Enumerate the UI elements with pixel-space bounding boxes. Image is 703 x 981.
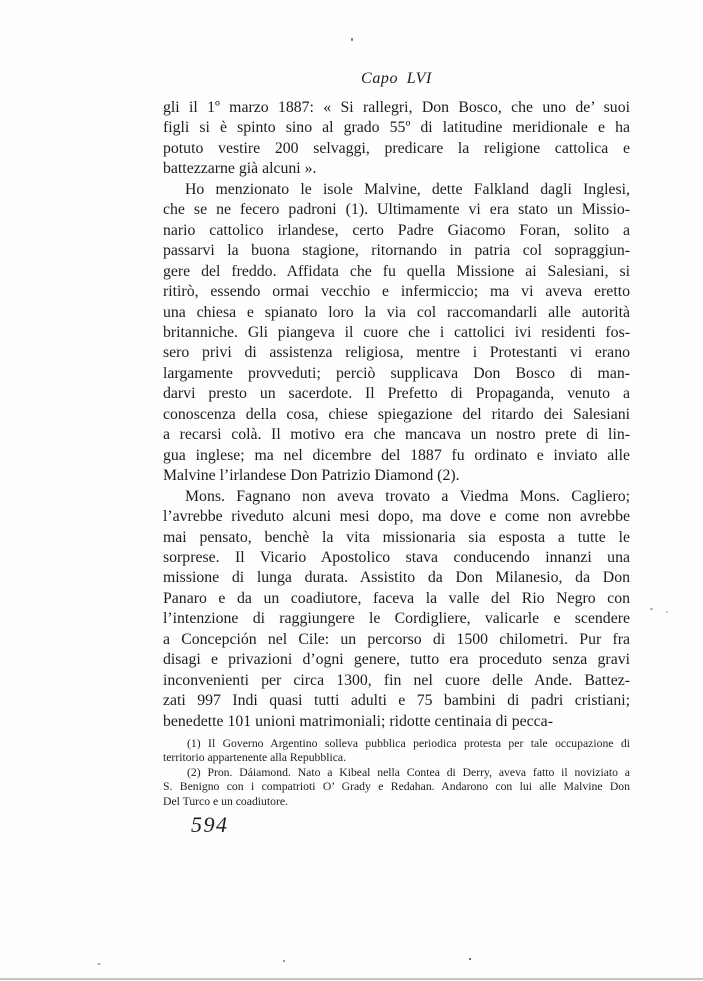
text-line: Panaro e da un coadiutore, faceva la valle del Rio Negro con [163,589,630,607]
text-line: l’intenzione di raggiungere le Cordigliere, valicarle e scendere [163,610,630,628]
text-line: che se ne fecero padroni (1). Ultimamente vi era stato un Missio- [163,201,630,219]
text-line: gli il 1º marzo 1887: « Si rallegri, Don Bosco, che uno de’ suoi [163,99,630,116]
scan-speck [650,608,653,610]
footnote-line: S. Benigno con i compatrioti O’ Grady e Redahan. Andarono con lui alle Malvine Don [163,780,630,794]
footnote-line: (2) Pron. Dáiamond. Nato a Kibeal nella Contea di Derry, aveva fatto il noviziato a [187,765,630,779]
paragraph [163,766,630,809]
scan-speck [469,958,471,960]
text-line: potuto vestire 200 selvaggi, predicare la religione cattolica e [163,139,630,157]
scan-edge-line [0,978,703,980]
text-line: Mons. Fagnano non aveva trovato a Viedma Mons. Cagliero; [185,487,630,505]
text-line: Malvine l’irlandese Don Patrizio Diamond (2). [163,467,460,485]
text-line: gua inglese; ma nel dicembre del 1887 fu ordinato e inviato alle [163,446,630,464]
text-line: Ho menzionato le isole Malvine, dette Falkland dagli Inglesi, [185,180,630,198]
chapter-header: Capo LVI [361,70,432,87]
text-line: disagi e privazioni d’ogni genere, tutto era proceduto senza gravi [163,651,630,669]
text-line: sero privi di assistenza religiosa, mentre i Protestanti vi erano [163,344,630,362]
footnote-line: (1) Il Governo Argentino solleva pubblica periodica protesta per tale occupazione di [187,737,630,750]
text-line: l’avrebbe riveduto alcuni mesi dopo, ma dove e come non avrebbe [163,508,630,526]
text-line: benedette 101 unioni matrimoniali; ridotte centinaia di pecca- [163,712,553,730]
footnote-line: territorio appartenente alla Repubblica. [163,751,347,765]
scan-speck [351,38,353,41]
page-number: 594 [191,812,229,837]
text-line: largamente provveduti; perciò supplicava Don Bosco di man- [163,364,630,382]
text-line: battezzarne già alcuni ». [163,160,317,178]
paragraph [163,487,630,732]
text-line: britanniche. Gli piangeva il cuore che i cattolici ivi residenti fos- [163,323,630,341]
text-line: inconvenienti per circa 1300, fin nel cuore delle Ande. Battez- [163,671,630,689]
text-line: ritirò, essendo ormai vecchio e infermiccio; ma vi aveva eretto [163,283,630,301]
main-text-block [163,98,630,732]
text-line: zati 997 Indi quasi tutti adulti e 75 bambini di padri cristiani; [163,692,630,710]
text-line: una chiesa e spianato loro la via col raccomandarli alle autorità [163,303,630,321]
footnote-line: Del Turco e un coadiutore. [163,794,288,808]
text-line: sorprese. Il Vicario Apostolico stava conducendo innanzi una [163,548,630,566]
text-line: mai pensato, benchè la vita missionaria sia esposta a tutte le [163,528,630,546]
paragraph [163,98,630,180]
text-line: gere del freddo. Affidata che fu quella Missione ai Salesiani, si [163,262,630,280]
text-line: a Concepción nel Cile: un percorso di 1500 chilometri. Pur fra [163,630,630,648]
text-line: conoscenza della cosa, chiese spiegazione del ritardo dei Salesiani [163,405,630,423]
paragraph [163,737,630,766]
scan-speck [666,611,668,613]
footnotes-block [163,737,630,809]
scan-speck [283,960,285,962]
scan-speck [97,963,101,965]
text-line: missione di lunga durata. Assistito da Don Milanesio, da Don [163,569,630,587]
paragraph [163,180,630,487]
text-line: a recarsi colà. Il motivo era che mancava un nostro prete di lin- [163,426,630,444]
text-line: passarvi la buona stagione, ritornando in patria col sopraggiun- [163,242,630,260]
text-line: darvi presto un sacerdote. Il Prefetto di Propaganda, venuto a [163,385,630,403]
text-line: nario cattolico irlandese, certo Padre Giacomo Foran, solito a [163,221,630,239]
text-line: figli si è spinto sino al grado 55º di latitudine meridionale e ha [163,119,630,137]
